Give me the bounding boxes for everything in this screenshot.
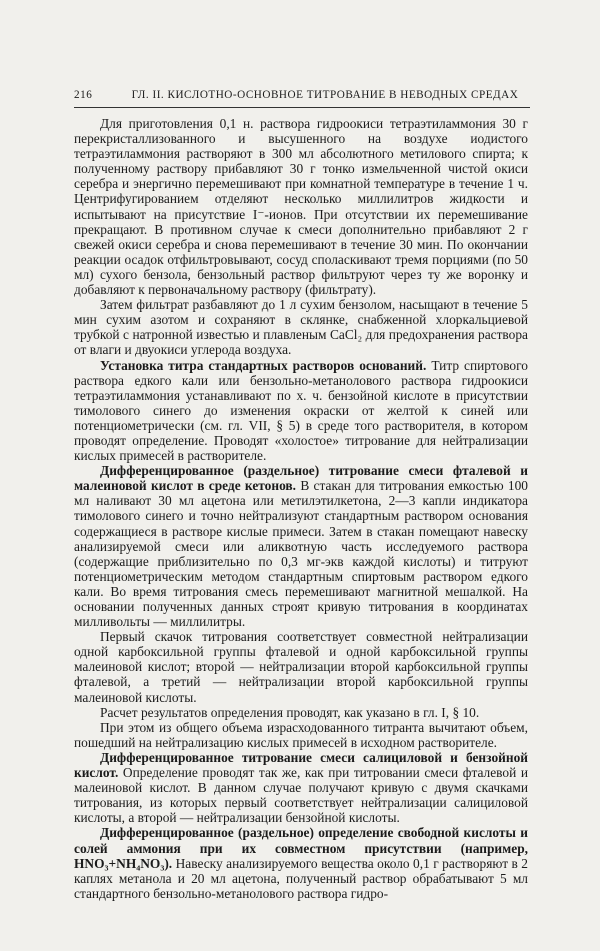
paragraph-text: Расчет результатов определения проводят, как указано в гл. I, § 10. [100,704,480,720]
paragraph-6 [74,705,528,720]
paragraph-3 [74,358,528,464]
paragraph-text: В стакан для титрования емкостью 100 мл наливают 30 мл ацетона или метилэтилкетона, 2—3 капли индикатора тимолового синего и точно нейтрализуют стандартным раствором основания содержащиеся в растворе кислые примеси. Затем в стакан помещают навеску анализируемой смеси или аликвотную часть исследуемого раствора (содержащие приблизительно по 0,3 мг-экв каждой кислоты) и титруют потенциометрическим методом стандартным спиртовым раствором едкого кали. Во время титрования смесь перемешивают магнитной мешалкой. На основании полученных данных строят кривую титрования в координатах милливольты — миллилитры. [74,478,528,630]
paragraph-5 [74,629,528,704]
paragraph-heading: Дифференцированное (раздельное) определение свободной кислоты и солей аммония при их совместном присутствии (например, HNO₃+NH₄NO₃). [74,825,528,871]
running-title: ГЛ. II. КИСЛОТНО-ОСНОВНОЕ ТИТРОВАНИЕ В НЕВОДНЫХ СРЕДАХ [131,89,519,101]
page-number: 216 [74,89,93,101]
header-rule [74,107,530,108]
paragraph-text: Определение проводят так же, как при титровании смеси фталевой и малеиновой кислот. В данном случае получают кривую с двумя скачками титрования, из которых первый соответствует нейтрализации салициловой кислоты, а второй — нейтрализации бензойной кислоты. [74,765,528,826]
running-header [74,89,530,101]
paragraph-text: Первый скачок титрования соответствует совместной нейтрализации одной карбоксильной группы фталевой и одной карбоксильной группы малеиновой кислот; второй — нейтрализации второй карбоксильной группы фталевой, а третий — нейтрализации второй карбоксильной группы малеиновой кислоты. [74,629,528,705]
paragraph-heading: Установка титра стандартных растворов оснований. [100,357,427,373]
body-text [74,116,528,901]
paragraph-1 [74,116,528,297]
paragraph-text: При этом из общего объема израсходованного титранта вычитают объем, пошедший на нейтрализацию кислых примесей в исходном растворителе. [74,719,528,750]
paragraph-7 [74,720,528,750]
paragraph-text: Титр спиртового раствора едкого кали или бензольно-метанолового раствора гидроокиси тетраэтиламмония устанавливают по х. ч. бензойной кислоте в присутствии тимолового синего до изменения окраски от желтой к синей или потенциометрически (см. гл. VII, § 5) в среде того растворителя, в котором проводят определение. Проводят «холостое» титрование для нейтрализации кислых примесей в растворителе. [74,357,528,464]
paragraph-text: Затем фильтрат разбавляют до 1 л сухим бензолом, насыщают в течение 5 мин сухим азотом и сохраняют в склянке, снабженной хлоркальциевой трубкой с натронной известью и плавленым CaCl₂ для предохранения раствора от влаги и двуокиси углерода воздуха. [74,297,528,358]
paragraph-text: Навеску анализируемого вещества около 0,1 г растворяют в 2 каплях метанола и 20 мл ацетона, полученный раствор обрабатывают 5 мл стандартного бензольно-метанолового раствора гидро- [74,855,528,901]
paragraph-heading: Дифференцированное (раздельное) титрование смеси фталевой и малеиновой кислот в среде кетонов. [74,463,528,494]
paragraph-4 [74,463,528,629]
paragraph-8 [74,750,528,825]
paragraph-9 [74,825,528,900]
paragraph-heading: Дифференцированное титрование смеси салициловой и бензойной кислот. [74,749,528,781]
paragraph-2 [74,297,528,357]
paragraph-text: Для приготовления 0,1 н. раствора гидроокиси тетраэтиламмония 30 г перекристаллизованного и высушенного на воздухе иодистого тетраэтиламмония растворяют в 300 мл абсолютного метилового спирта; к полученному раствору прибавляют 30 г тонко измельченной чистой окиси серебра и энергично перемешивают при комнатной температуре в течение 1 ч. Центрифугированием отделяют несколько миллилитров жидкости и испытывают на присутствие I⁻-ионов. При отсутствии их перемешивание прекращают. В противном случае к смеси дополнительно прибавляют 2 г свежей окиси серебра и снова перемешивают в течение 30 мин. По окончании реакции осадок отфильтровывают, сосуд споласкивают тремя порциями (по 50 мл) сухого бензола, бензольный раствор фильтруют через ту же воронку и добавляют к первоначальному раствору (фильтрату). [74,116,528,298]
